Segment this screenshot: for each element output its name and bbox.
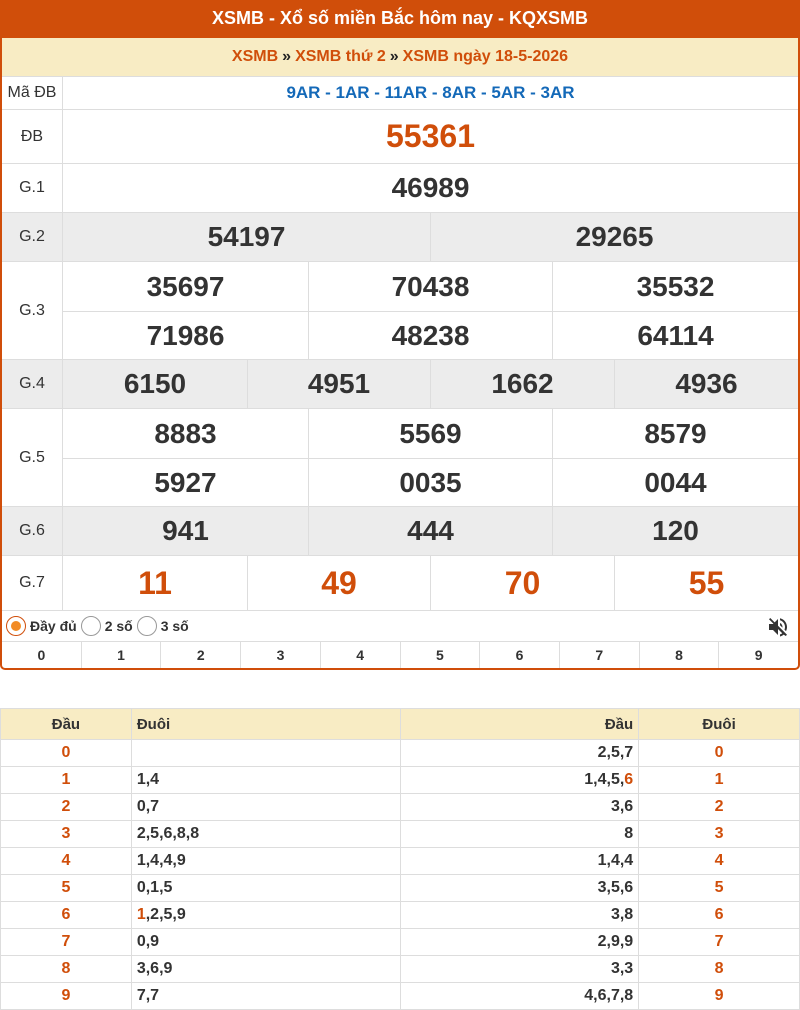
table-row [1, 740, 800, 767]
digit-filter[interactable]: 3 [240, 642, 320, 668]
tail-digit: 2 [639, 794, 800, 821]
tail-values: 2,5,6,8,8 [131, 821, 400, 848]
row-g6 [2, 506, 798, 555]
prize-g3: 64114 [552, 311, 798, 360]
breadcrumb [2, 38, 798, 76]
tail-values: 1,4 [131, 767, 400, 794]
head-values: 1,4,4 [400, 848, 639, 875]
label-g3: G.3 [2, 262, 63, 359]
tail-values: 3,6,9 [131, 956, 400, 983]
option-2-so-label: 2 số [104, 618, 133, 634]
header-dau: Đầu [400, 709, 639, 740]
tail-values: 0,9 [131, 929, 400, 956]
tail-digit: 0 [639, 740, 800, 767]
breadcrumb-sep: » [389, 48, 399, 65]
tail-values [131, 740, 400, 767]
row-g3 [2, 261, 798, 359]
highlighted-value: 6 [624, 771, 634, 788]
head-values: 2,5,7 [400, 740, 639, 767]
head-digit: 5 [1, 875, 132, 902]
table-row [1, 983, 800, 1010]
tail-digit: 1 [639, 767, 800, 794]
digit-filter[interactable]: 7 [559, 642, 639, 668]
head-values [400, 767, 639, 794]
digit-filter-bar [2, 641, 798, 668]
row-g5 [2, 408, 798, 506]
prize-g6: 120 [552, 507, 798, 555]
row-db [2, 109, 798, 163]
breadcrumb-xsmb-date[interactable]: XSMB ngày 18-5-2026 [402, 48, 569, 65]
head-values-text: 1,4,5, [584, 771, 625, 788]
prize-g5: 0044 [552, 458, 798, 507]
head-values: 3,8 [400, 902, 639, 929]
head-values: 3,6 [400, 794, 639, 821]
prize-g1: 46989 [391, 172, 470, 203]
label-g7: G.7 [2, 556, 63, 610]
tail-digit: 8 [639, 956, 800, 983]
ma-db-value: 9AR - 1AR - 11AR - 8AR - 5AR - 3AR [286, 83, 575, 102]
prize-g5: 5927 [63, 458, 308, 507]
display-options [2, 610, 798, 641]
digit-filter[interactable]: 1 [81, 642, 161, 668]
prize-g2: 29265 [430, 213, 798, 261]
table-row [1, 794, 800, 821]
prize-g7: 70 [430, 556, 614, 610]
head-digit: 3 [1, 821, 132, 848]
tail-digit: 6 [639, 902, 800, 929]
row-g7 [2, 555, 798, 610]
table-row [1, 875, 800, 902]
prize-g5: 5569 [308, 409, 552, 458]
row-ma-db [2, 76, 798, 109]
header-duoi: Đuôi [131, 709, 400, 740]
prize-g6: 444 [308, 507, 552, 555]
prize-g3: 48238 [308, 311, 552, 360]
prize-g3: 70438 [308, 262, 552, 311]
row-g2 [2, 212, 798, 261]
option-2-so[interactable] [81, 616, 133, 636]
label-g5: G.5 [2, 409, 63, 506]
head-digit: 9 [1, 983, 132, 1010]
tail-values: 1,4,4,9 [131, 848, 400, 875]
radio-full[interactable] [6, 616, 26, 636]
digit-filter[interactable]: 8 [639, 642, 719, 668]
head-values: 4,6,7,8 [400, 983, 639, 1010]
tail-values-text: ,2,5,9 [145, 906, 186, 923]
label-g1: G.1 [2, 164, 63, 212]
loto-table [0, 708, 800, 1010]
mute-icon[interactable] [766, 615, 790, 639]
tail-digit: 3 [639, 821, 800, 848]
prize-g3: 71986 [63, 311, 308, 360]
option-3-so[interactable] [137, 616, 189, 636]
prize-g2: 54197 [207, 221, 286, 252]
header-dau: Đầu [1, 709, 132, 740]
option-3-so-label: 3 số [160, 618, 189, 634]
head-digit: 0 [1, 740, 132, 767]
option-full[interactable] [6, 616, 77, 636]
head-values: 3,3 [400, 956, 639, 983]
prize-g6: 941 [162, 515, 209, 546]
prize-g7: 11 [138, 564, 172, 601]
digit-filter[interactable]: 6 [479, 642, 559, 668]
prize-db: 55361 [386, 118, 475, 154]
label-g6: G.6 [2, 507, 63, 555]
prize-g5: 8883 [154, 417, 217, 449]
prize-g3: 35532 [552, 262, 798, 311]
table-row [1, 848, 800, 875]
breadcrumb-xsmb[interactable]: XSMB [231, 48, 279, 65]
prize-g4: 6150 [123, 368, 187, 399]
prize-g4: 4951 [247, 360, 430, 408]
tail-values: 7,7 [131, 983, 400, 1010]
digit-filter[interactable]: 2 [160, 642, 240, 668]
tail-digit: 4 [639, 848, 800, 875]
digit-filter[interactable]: 4 [320, 642, 400, 668]
tail-digit: 9 [639, 983, 800, 1010]
label-ma-db: Mã ĐB [2, 77, 63, 109]
table-row [1, 929, 800, 956]
option-full-label: Đầy đủ [30, 618, 77, 634]
head-digit: 6 [1, 902, 132, 929]
head-values: 2,9,9 [400, 929, 639, 956]
prize-g4: 1662 [430, 360, 614, 408]
breadcrumb-sep: » [282, 48, 292, 65]
tail-values: 0,7 [131, 794, 400, 821]
table-row [1, 821, 800, 848]
header-duoi: Đuôi [639, 709, 800, 740]
digit-filter[interactable]: 9 [718, 642, 798, 668]
breadcrumb-xsmb-thu2[interactable]: XSMB thứ 2 [295, 48, 386, 65]
prize-g3: 35697 [146, 270, 225, 302]
prize-g5: 0035 [308, 458, 552, 507]
head-digit: 1 [1, 767, 132, 794]
table-row [1, 902, 800, 929]
label-db: ĐB [2, 110, 63, 163]
row-g4 [2, 359, 798, 408]
head-digit: 8 [1, 956, 132, 983]
highlighted-value: 1 [136, 906, 146, 923]
head-digit: 7 [1, 929, 132, 956]
table-row [1, 956, 800, 983]
head-values: 8 [400, 821, 639, 848]
table-row [1, 767, 800, 794]
tail-values [131, 902, 400, 929]
tail-digit: 7 [639, 929, 800, 956]
tail-digit: 5 [639, 875, 800, 902]
prize-g5: 8579 [552, 409, 798, 458]
prize-g4: 4936 [614, 360, 798, 408]
row-g1 [2, 163, 798, 212]
prize-g7: 55 [614, 556, 798, 610]
label-g4: G.4 [2, 360, 63, 408]
tail-values: 0,1,5 [131, 875, 400, 902]
digit-filter[interactable]: 5 [400, 642, 480, 668]
digit-filter[interactable]: 0 [37, 647, 46, 663]
label-g2: G.2 [2, 213, 63, 261]
head-values: 3,5,6 [400, 875, 639, 902]
head-digit: 4 [1, 848, 132, 875]
head-digit: 2 [1, 794, 132, 821]
radio-2-so[interactable] [81, 616, 101, 636]
page-title: XSMB - Xổ số miền Bắc hôm nay - KQXSMB [0, 0, 800, 38]
prize-g7: 49 [247, 556, 430, 610]
radio-3-so[interactable] [137, 616, 157, 636]
